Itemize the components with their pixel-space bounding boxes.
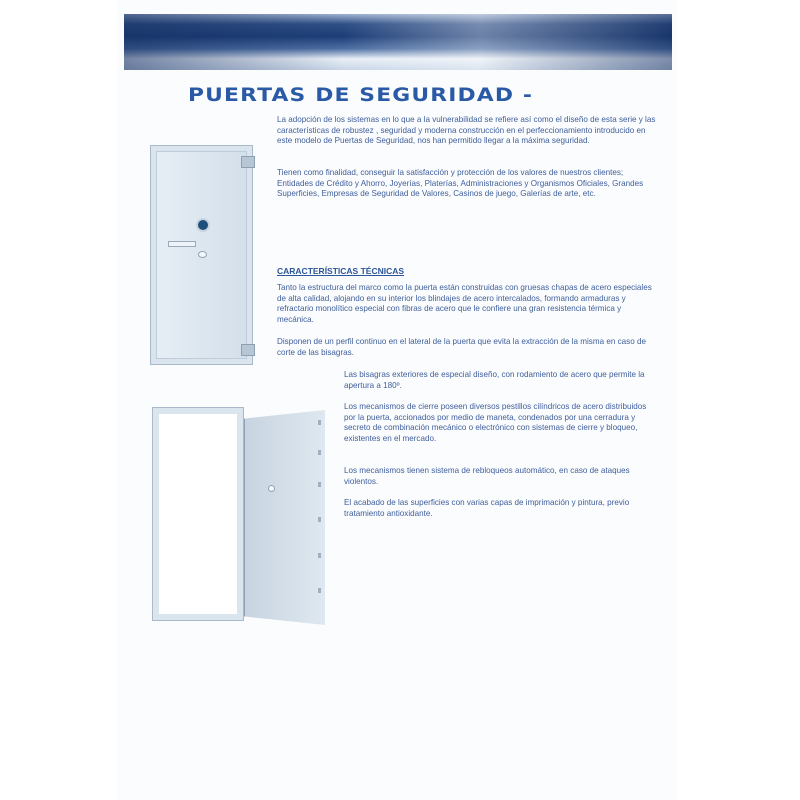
specs-paragraph-1: Tanto la estructura del marco como la puerta están construidas con gruesas chapas de acero especiales de alta calidad, alojando en su interior los blindajes de acero intercalados, formando armaduras y refractario monolítico especial con fibras de acero que le confiere una gran resistencia térmica y mecánica. <box>277 283 652 324</box>
specs-paragraph-2: Disponen de un perfil continuo en el lateral de la puerta que evita la extracción de la misma en caso de corte de las bisagras. <box>277 337 646 357</box>
door-handle <box>168 241 196 247</box>
door-leaf <box>244 410 325 625</box>
locking-bolt <box>318 420 321 425</box>
intro-paragraph-2: Tienen como finalidad, conseguir la satisfacción y protección de los valores de nuestros clientes; Entidades de Crédito y Ahorro, Joyerías, Platerías, Administraciones y Organismos Oficiales, Grandes Superficies, Empresas de Seguridad de Valores, Casinos de juego, Galerías de arte, etc. <box>277 168 644 199</box>
specs-heading: CARACTERÍSTICAS TÉCNICAS <box>277 266 405 276</box>
specs-paragraph-6: El acabado de las superficies con varias capas de imprimación y pintura, previo tratamiento antioxidante. <box>344 498 630 518</box>
keyhole <box>198 251 207 258</box>
specs-paragraph-3: Las bisagras exteriores de especial diseño, con rodamiento de acero que permite la apertura a 180º. <box>344 370 645 390</box>
specs-paragraph-4: Los mecanismos de cierre poseen diversos pestillos cilíndricos de acero distribuidos por la puerta, accionados por medio de maneta, condenados por una cerradura y secreto de combinación mecánico o electrónico con sistemas de cierre y bloqueo, existentes en el mercado. <box>344 402 647 443</box>
closed-door-image <box>150 145 253 365</box>
locking-bolt <box>318 450 321 455</box>
header-banner <box>124 14 672 70</box>
combination-dial <box>196 218 210 232</box>
specs-paragraph-5: Los mecanismos tienen sistema de rebloqueos automático, en caso de ataques violentos. <box>344 466 630 486</box>
locking-bolt <box>318 553 321 558</box>
hinge-bottom <box>241 344 255 356</box>
door-frame <box>153 408 243 620</box>
intro-paragraph-1: La adopción de los sistemas en lo que a la vulnerabilidad se refiere así como el diseño de esta serie y las características de robustez , seguridad y moderna construcción en el perfeccionamiento introducido en este modelo de Puertas de Seguridad, nos han permitido llegar a la máxima seguridad. <box>277 115 656 146</box>
locking-bolt <box>318 588 321 593</box>
locking-bolt <box>318 482 321 487</box>
locking-bolt <box>318 517 321 522</box>
hinge-top <box>241 156 255 168</box>
door-lock <box>268 485 275 492</box>
page-title: PUERTAS DE SEGURIDAD - <box>188 84 534 106</box>
